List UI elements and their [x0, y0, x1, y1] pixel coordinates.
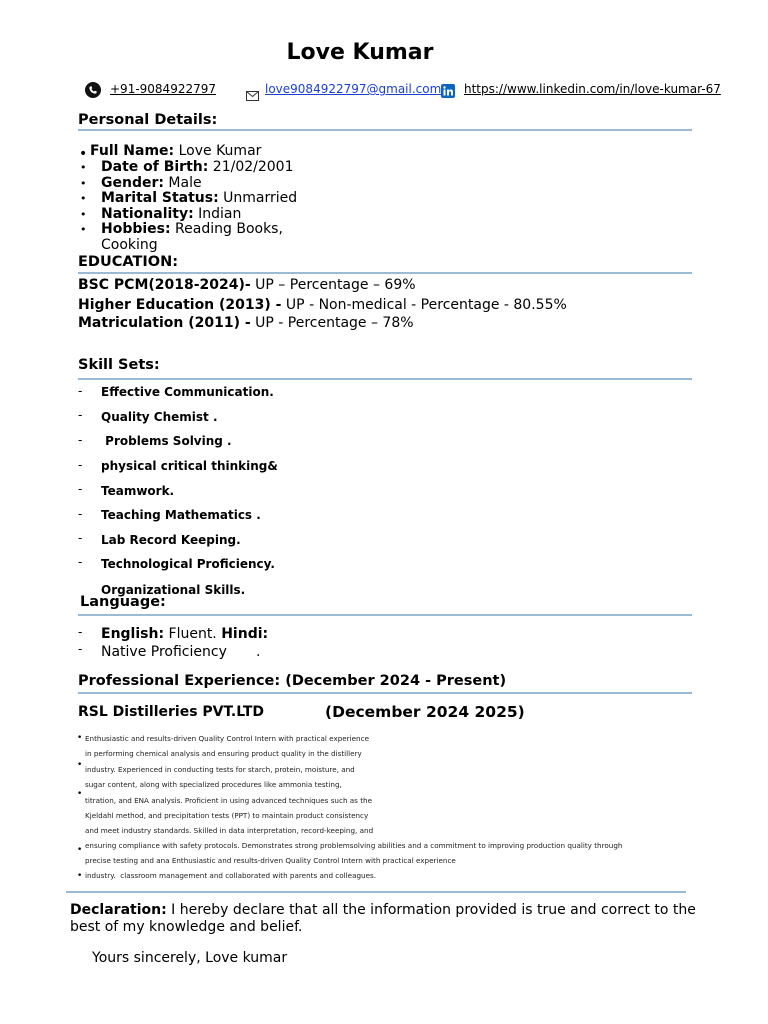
list-item: Marital Status: Unmarried: [101, 190, 298, 206]
skill-item: Lab Record Keeping.: [101, 533, 241, 547]
phone-link[interactable]: +91-9084922797: [110, 82, 217, 96]
skills-heading: Skill Sets:: [78, 357, 160, 373]
skill-item: Technological Proficiency.: [101, 557, 275, 571]
linkedin-icon: [441, 83, 455, 102]
dash-marker: -: [78, 642, 83, 656]
skill-item: Organizational Skills.: [101, 583, 246, 597]
language-heading: Language:: [80, 594, 166, 610]
description-line: and meet industry standards. Skilled in data interpretation, record-keeping, and: [85, 826, 374, 835]
personal-details-heading: Personal Details:: [78, 112, 218, 128]
education-item: Matriculation (2011) - UP - Percentage – 78%: [78, 315, 414, 331]
hobbies-continuation: Cooking: [101, 237, 158, 253]
dash-marker: -: [78, 433, 83, 447]
description-line: Kjeldahl method, and precipitation tests (PPT) to maintain product consistency: [85, 811, 369, 820]
bullet-icon: •: [77, 733, 83, 743]
bullet-icon: •: [79, 146, 88, 162]
bullet-icon: •: [80, 192, 87, 205]
envelope-icon: [246, 86, 259, 105]
email-link[interactable]: love9084922797@gmail.com: [265, 82, 442, 96]
declaration-text: Declaration: I hereby declare that all the information provided is true and correct to the best of my knowledge and belief.: [70, 902, 696, 935]
bullet-icon: •: [80, 223, 87, 236]
dash-marker: -: [78, 625, 83, 639]
dash-marker: -: [78, 384, 83, 398]
dash-marker: -: [78, 458, 83, 472]
bullet-icon: •: [80, 177, 87, 190]
section-divider: [78, 614, 692, 616]
list-item: Hobbies: Reading Books,: [101, 221, 283, 237]
bullet-icon: •: [77, 789, 83, 799]
description-line: sugar content, along with specialized procedures like ammonia testing,: [85, 780, 342, 789]
description-line: industry. Experienced in conducting tests for starch, protein, moisture, and: [85, 765, 355, 774]
linkedin-link[interactable]: https://www.linkedin.com/in/love-kumar-67: [464, 82, 721, 96]
experience-heading: Professional Experience: (December 2024 - Present): [78, 673, 507, 689]
bullet-icon: •: [80, 208, 87, 221]
language-item: English: Fluent. Hindi:: [101, 626, 269, 642]
employment-period: (December 2024 2025): [325, 703, 525, 721]
dash-marker: -: [78, 482, 83, 496]
candidate-name: Love Kumar: [286, 40, 434, 65]
dash-marker: -: [78, 531, 83, 545]
bullet-icon: •: [77, 871, 83, 881]
bullet-icon: •: [80, 161, 87, 174]
skill-item: Problems Solving .: [101, 434, 232, 448]
dash-marker: -: [78, 507, 83, 521]
section-divider: [78, 692, 692, 694]
section-divider: [78, 378, 692, 380]
closing-signature: Yours sincerely, Love kumar: [92, 950, 288, 966]
education-item: Higher Education (2013) - UP - Non-medical - Percentage - 80.55%: [78, 297, 567, 313]
skill-item: Teamwork.: [101, 484, 175, 498]
section-divider: [78, 129, 692, 131]
list-item: Date of Birth: 21/02/2001: [101, 159, 294, 175]
description-line: Enthusiastic and results-driven Quality Control Intern with practical experience: [85, 734, 369, 743]
description-line: in performing chemical analysis and ensuring product quality in the distillery: [85, 749, 362, 758]
description-line: industry. classroom management and collaborated with parents and colleagues.: [85, 871, 377, 880]
description-line: ensuring compliance with safety protocols. Demonstrates strong problemsolving abilities and a commitment to improving production quality through: [85, 841, 623, 850]
list-item: Nationality: Indian: [101, 206, 242, 222]
dash-marker: -: [78, 408, 83, 422]
stray-dot: .: [256, 644, 261, 660]
dash-marker: -: [78, 555, 83, 569]
section-divider: [66, 891, 686, 893]
section-divider: [78, 272, 692, 274]
phone-icon: [85, 82, 101, 102]
education-item: BSC PCM(2018-2024)- UP – Percentage – 69%: [78, 277, 416, 293]
education-heading: EDUCATION:: [78, 254, 178, 270]
skill-item: Teaching Mathematics .: [101, 508, 261, 522]
bullet-icon: •: [77, 760, 83, 770]
skill-item: Quality Chemist .: [101, 410, 218, 424]
list-item: Full Name: Love Kumar: [90, 143, 262, 159]
skill-item: Effective Communication.: [101, 385, 274, 399]
company-name: RSL Distilleries PVT.LTD: [78, 704, 265, 720]
list-item: Gender: Male: [101, 175, 202, 191]
description-line: precise testing and ana Enthusiastic and results-driven Quality Control Intern with practical experience: [85, 856, 456, 865]
skill-item: physical critical thinking&: [101, 459, 278, 473]
bullet-icon: •: [77, 845, 83, 855]
description-line: titration, and ENA analysis. Proficient in using advanced techniques such as the: [85, 796, 373, 805]
language-item: Native Proficiency: [101, 644, 227, 660]
